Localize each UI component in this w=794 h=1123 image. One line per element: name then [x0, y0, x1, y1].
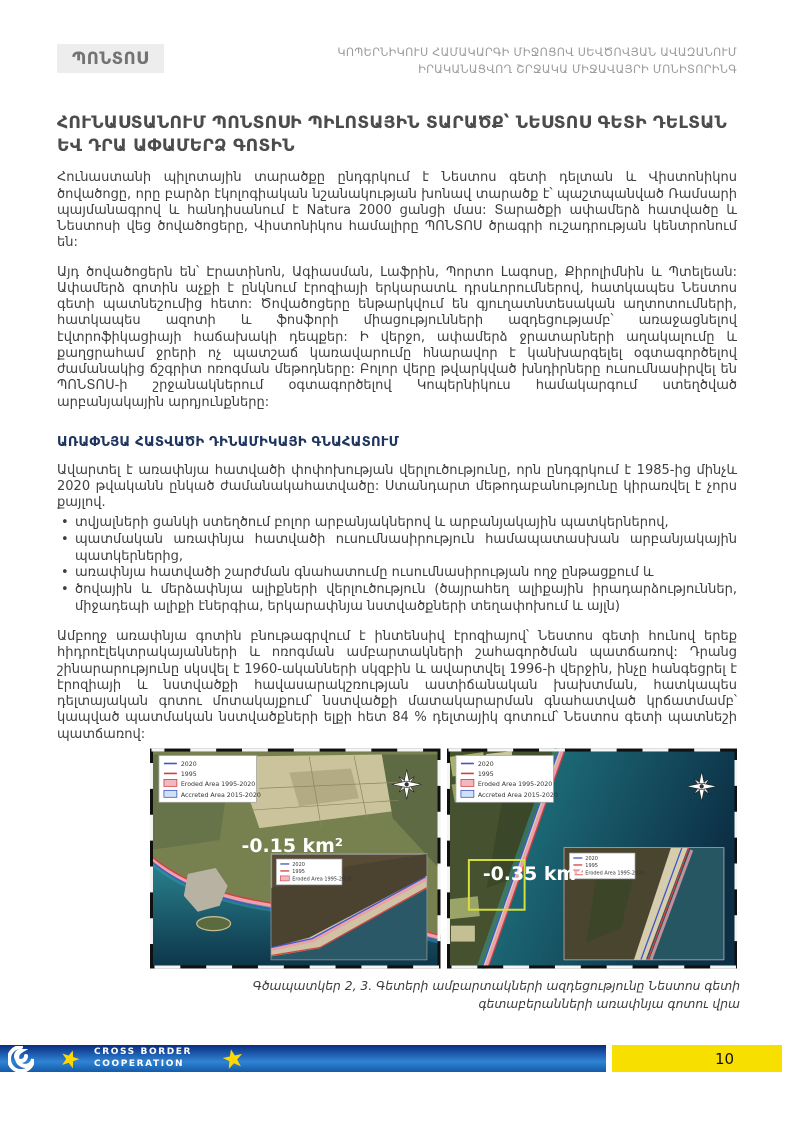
legend-label-1995: 1995 [180, 770, 197, 778]
map-figure-left [150, 748, 441, 969]
bullet-item: • ծովային և մերձափնյա ալիքների վերլուծություն (ծայրահեղ ալիքային իրադարձություններ, միջադեպի ալիքի էներգիա, երկարափնյա նստվածքների տեղափոխում և այլն) [57, 582, 737, 616]
legend-label-accreted: Accreted Area 2015-2020 [180, 791, 261, 799]
svg-text:Eroded Area 1995-2020: Eroded Area 1995-2020 [292, 876, 352, 883]
figure-row [150, 748, 737, 969]
area-change-label: -0.15 km² [241, 834, 344, 857]
star-icon [60, 1049, 80, 1069]
pontos-logo: ՊՈՆՏՈՍ [57, 44, 164, 73]
figure-caption-line1: Գծապատկեր 2, 3. Գետերի ամբարտակների ազդեցությունը Նեստոս գետի [252, 978, 740, 993]
svg-text:2020: 2020 [584, 855, 598, 862]
footer-banner [0, 1045, 606, 1072]
bullet-item: • առափնյա հատվածի շարժման գնահատումը ուսումնասիրության ողջ ընթացքում և [57, 565, 737, 582]
figure-caption [150, 978, 740, 1014]
legend-label-2020: 2020 [180, 760, 197, 768]
legend-label-eroded: Eroded Area 1995-2020 [477, 780, 552, 788]
area-change-label: -0.35 km² [482, 862, 584, 885]
legend-label-eroded: Eroded Area 1995-2020 [180, 780, 256, 788]
svg-text:1995: 1995 [292, 868, 305, 875]
map-inset [271, 854, 426, 959]
legend-label-1995: 1995 [477, 770, 494, 778]
bullet-list [57, 515, 737, 616]
map-inset [564, 848, 723, 959]
map-legend [455, 755, 557, 802]
header-tagline [337, 44, 737, 79]
page-footer [0, 1045, 794, 1072]
paragraph-2: Այդ ծովածոցերն են՝ Էրատինոն, Ագիասման, Լաֆրին, Պորտո Լագոսը, Քիրոլիմնին և Պտելեան: Ափամերձ գոտին աչքի է ընկնում էրոզիայի երկարատև դրսևորումներով, հատկապես Նեստոս գետի պատնեշումից հետո: Ծովածոցերը ենթարկվում են գյուղատնտեսական աղտոտումների, հատկապես ազոտի և ֆոսֆորի միացությունների ազդեցությամբ՝ առաջացնելով էվտրոֆիկացիայի հաճախակի դեպքեր: Ի վերջո, ափամերձ ջրատարների աղակալումը և քաղցրահամ ջրերի ոչ պատշաճ կառավարումը հնարավոր է կանխարգելել օգտագործելով ժամանակից ճշգրիտ ոռոգման մեթոդները: Բոլոր վերը թվարկված խնդիրները ուսումնասիրվել են ՊՈՆՏՈՍ-ի շրջանակներում օգտագործելով Կոպերնիկուս համակարգում ստեղծված արբանյակային արդյունքները: [57, 264, 737, 410]
bullet-item: • պատմական առափնյա հատվածի ուսումնասիրություն համապատասխան արբանյակային պատկերներից, [57, 532, 737, 566]
legend-label-accreted: Accreted Area 2015-2020 [477, 791, 558, 799]
swirl-logo-icon [8, 1046, 34, 1072]
header-tagline-line2: ԻՐԱԿԱՆԱՑՎՈՂ ՇՐՋԱԿԱ ՄԻՋԱՎԱՅՐԻ ՄՈՆԻՏՈՐԻՆԳ [418, 63, 737, 77]
section-heading: ԱՌԱՓՆՅԱ ՀԱՏՎԱԾԻ ԴԻՆԱՄԻԿԱՅԻ ԳՆԱՀԱՏՈՒՄ [57, 434, 400, 450]
map-legend [159, 755, 261, 802]
map-figure-right [447, 748, 738, 969]
paragraph-3: Ավարտել է առափնյա հատվածի փոփոխության վերլուծությունը, որն ընդգրկում է 1985-ից մինչև 2020 թվականն ընկած ժամանակահատվածը: Ստանդարտ մեթոդաբանությունը կիրառվել է չորս քայլով. [57, 462, 737, 511]
page-number-bar [612, 1045, 782, 1072]
svg-text:2020: 2020 [292, 861, 305, 868]
cooperation-text: CROSS BORDER COOPERATION [94, 1047, 193, 1069]
article-content [0, 112, 794, 1014]
page-number: 10 [714, 1049, 735, 1068]
star-icon [222, 1048, 244, 1070]
page-title: ՀՈՒՆԱՍՏԱՆՈՒՄ ՊՈՆՏՈՍԻ ՊԻԼՈՏԱՅԻՆ ՏԱՐԱԾՔ՝ ՆԵՍՏՈՍ ԳԵՏԻ ԴԵԼՏԱՆ ԵՎ ԴՐԱ ԱՓԱՄԵՐՁ ԳՈՏԻՆ [57, 112, 727, 156]
inset-legend [276, 859, 351, 885]
bullet-item: • տվյալների ցանկի ստեղծում բոլոր արբանյակներով և արբանյակային պատկերներով, [57, 515, 737, 532]
svg-text:1995: 1995 [584, 862, 598, 869]
paragraph-4: Ամբողջ առափնյա գոտին բնութագրվում է ինտենսիվ էրոզիայով՝ Նեստոս գետի հունով երեք հիդրոէլեկտրակայանների և ոռոգման ամբարտակների շահագործման պատճառով: Դրանց շինարարությունը սկսվել է 1960-ականների սկզբին և ավարտվել 1996-ի վերջին, ինչը հանգեցրել է էրոզիայի և նստվածքի հավասարակշռության աստիճանական խախտման, հատկապես դելտայական գոտու մոտակայքում՝ նստվածքի մատակարարման գնահատված կրճատմամբ՝ կապված պատմական նստվածքների ելքի հետ 84 % դելտայիկ գոտում՝ Նեստոս գետի պատնեշի պատճառով: [57, 629, 737, 742]
page-header [0, 0, 794, 79]
island [197, 917, 231, 931]
figure-caption-line2: գետաբերանների առափնյա գոտու վրա [478, 996, 740, 1011]
legend-label-2020: 2020 [477, 760, 494, 768]
paragraph-1: Հունաստանի պիլոտային տարածքը ընդգրկում է Նեստոս գետի դելտան և Վիստոնիկոս ծովածոցը, որը բարձր էկոլոգիական նշանակության խոնավ տարածք է՝ պաշտպանված Ռամսարի պայմանագրով և հանդիսանում է Natura 2000 ցանցի մաս: Տարածքի ափամերձ հատվածը և Նեստոսի վեց ծովածոցերը, Վիստոնիկոս համալիրը ՊՈՆՏՈՍ ծրագրի ուշադրության կենտրոնում են: [57, 170, 737, 251]
header-tagline-line1: ԿՈՊԵՐՆԻԿՈՒՍ ՀԱՄԱԿԱՐԳԻ ՄԻՋՈՑՈՎ ՍԵՎԾՈՎՅԱՆ ԱՎԱԶԱՆՈՒՄ [337, 46, 737, 59]
svg-text:Eroded Area 1995-2020: Eroded Area 1995-2020 [584, 870, 644, 877]
